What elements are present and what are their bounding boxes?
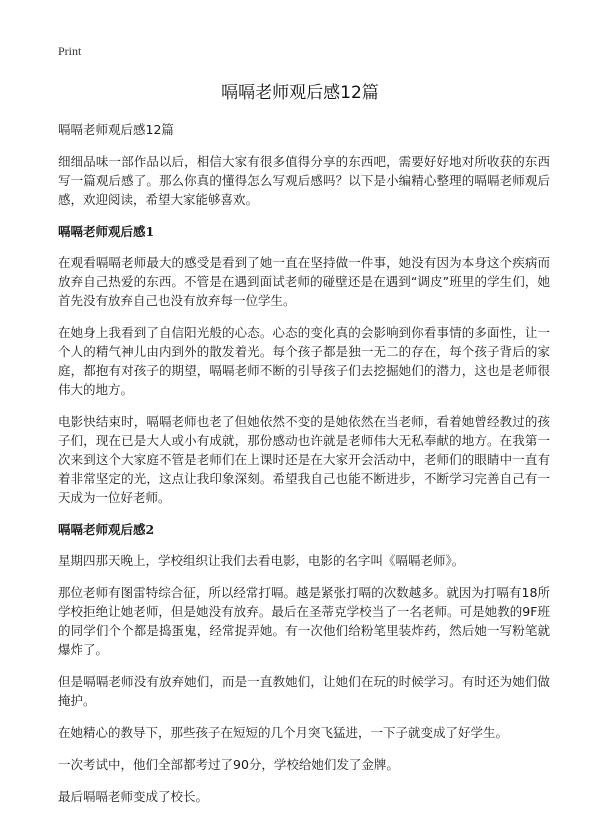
section-2-paragraph-2: 那位老师有图雷特综合征，所以经常打嗝。越是紧张打嗝的次数越多。就因为打嗝有18所学校拒绝让她老师，但是她没有放弃。最后在圣蒂克学校当了一名老师。可是她教的9F班的同学们个个都是捣蛋鬼，经常捉弄她。有一次他们给粉笔里装炸药，然后她一写粉笔就爆炸了。	[58, 585, 550, 657]
page-title: 嗝嗝老师观后感12篇	[221, 83, 379, 103]
print-link[interactable]: Print	[58, 44, 82, 58]
section-2-paragraph-3: 但是嗝嗝老师没有放弃她们，而是一直教她们，让她们在玩的时候学习。有时还为她们做掩护。	[58, 674, 550, 708]
section-heading-1: 嗝嗝老师观后感1	[58, 224, 155, 239]
intro-paragraph: 细细品味一部作品以后，相信大家有很多值得分享的东西吧，需要好好地对所收获的东西写一篇观后感了。那么你真的懂得怎么写观后感吗？以下是小编精心整理的嗝嗝老师观后感，欢迎阅读，希望大家能够喜欢。	[58, 154, 550, 207]
document-body	[58, 120, 550, 819]
section-2-paragraph-6: 最后嗝嗝老师变成了校长。	[58, 789, 209, 804]
section-1-paragraph-1: 在观看嗝嗝老师最大的感受是看到了她一直在坚持做一件事，她没有因为本身这个疾病而放弃自己热爱的东西。不管是在遇到面试老师的碰壁还是在遇到“调皮”班里的学生们，她首先没有放弃自己也没有放弃每一位学生。	[58, 255, 550, 308]
section-2-paragraph-1: 星期四那天晚上，学校组织让我们去看电影，电影的名字叫《嗝嗝老师》。	[58, 553, 465, 568]
section-2-paragraph-4: 在她精心的教导下，那些孩子在短短的几个月突飞猛进，一下子就变成了好学生。	[58, 725, 509, 740]
document-subtitle: 嗝嗝老师观后感12篇	[58, 122, 174, 137]
section-1-paragraph-2: 在她身上我看到了自信阳光般的心态。心态的变化真的会影响到你看事情的多面性，让一个人的精气神儿由内到外的散发着光。每个孩子都是独一无二的存在，每个孩子背后的家庭，都抱有对孩子的期望，嗝嗝老师不断的引导孩子们去挖掘她们的潜力，这也是老师很伟大的地方。	[58, 325, 550, 397]
section-1-paragraph-3: 电影快结束时，嗝嗝老师也老了但她依然不变的是她依然在当老师，看着她曾经教过的孩子们，现在已是大人或小有成就，那份感动也许就是老师伟大无私奉献的地方。在我第一次来到这个大家庭不管是老师们在上课时还是在大家开会活动中，老师们的眼睛中一直有着非常坚定的光，这点让我印象深刻。希望我自己也能不断进步，不断学习完善自己有一天成为一位好老师。	[58, 414, 550, 505]
section-2-paragraph-5: 一次考试中，他们全部都考过了90分，学校给她们发了金牌。	[58, 757, 399, 772]
section-heading-2: 嗝嗝老师观后感2	[58, 522, 155, 537]
